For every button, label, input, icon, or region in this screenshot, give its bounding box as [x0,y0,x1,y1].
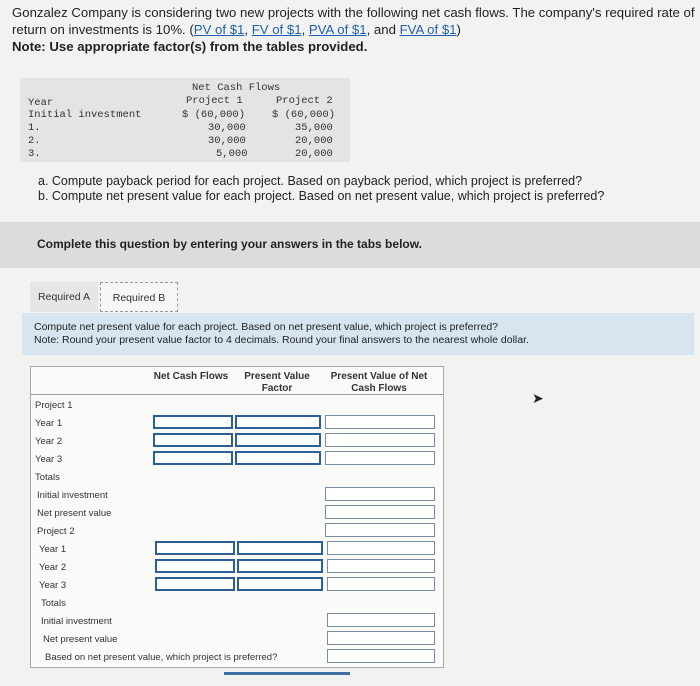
cf-p1-value: 30,000 [208,122,246,134]
instructions-line2: Note: Round your present value factor to 4 decimals. Round your final answers to the nearest whole dollar. [34,334,529,346]
row-label: Net present value [37,508,112,519]
p2-y3-cash-input[interactable] [155,577,235,591]
p2-y1-pv-input[interactable] [327,541,435,555]
p2-y2-cash-input[interactable] [155,559,235,573]
year-header: Year [28,97,54,109]
pva-of-1-link[interactable]: PVA of $1 [308,22,367,37]
p1-y2-factor-input[interactable] [235,433,321,447]
cf-p2-value: 35,000 [295,122,333,134]
mouse-cursor-icon: ➤ [532,390,544,406]
p1-y1-pv-input[interactable] [325,415,435,429]
intro-note: Note: Use appropriate factor(s) from the tables provided. [12,39,368,54]
header-pv-net-cash-flows: Present Value of Net Cash Flows [330,371,428,394]
tab-required-b[interactable]: Required B [100,282,178,312]
p2-y1-cash-input[interactable] [155,541,235,555]
tab-required-a[interactable]: Required A [30,282,98,312]
p2-y3-pv-input[interactable] [327,577,435,591]
preferred-project-select[interactable] [327,649,435,663]
question-a: a. Compute payback period for each project. Based on payback period, which project is preferred? [38,174,583,188]
cf-p1-value: 30,000 [208,135,246,147]
p2-y3-factor-input[interactable] [237,577,323,591]
cf-row-label: 2. [28,135,41,147]
instructions-box [22,313,694,355]
cf-row-label: 1. [28,122,41,134]
cf-row-label: 3. [28,148,41,160]
p1-totals-input[interactable] [325,487,435,501]
cf-p2-value: 20,000 [295,148,333,160]
cf-p1-value: 5,000 [216,148,248,160]
question-list [38,174,604,204]
row-label: Project 1 [35,400,73,411]
scroll-indicator [224,672,350,675]
intro-text: Gonzalez Company is considering two new projects with the following net cash flows. The company's required rate of return on investments is 10%. ( [12,5,695,37]
header-net-cash-flows: Net Cash Flows [153,371,229,382]
p1-y3-cash-input[interactable] [153,451,233,465]
p1-y1-cash-input[interactable] [153,415,233,429]
row-label: Initial investment [37,490,108,501]
row-label: Year 1 [39,544,67,555]
row-label: Totals [41,598,66,609]
cf-p1-value: $ (60,000) [182,109,246,121]
p2-initial-investment-input[interactable] [327,631,435,645]
instructions-line1: Compute net present value for each project. Based on net present value, which project is preferred? [34,321,499,333]
row-label: Totals [35,472,60,483]
row-label: Project 2 [37,526,75,537]
cash-flow-title: Net Cash Flows [192,82,281,94]
p2-y2-pv-input[interactable] [327,559,435,573]
fva-of-1-link[interactable]: FVA of $1 [399,22,457,37]
header-pv-factor: Present Value Factor [244,371,310,394]
divider [31,394,443,395]
row-label: Based on net present value, which project is preferred? [45,652,278,663]
p1-y2-pv-input[interactable] [325,433,435,447]
pv-of-1-link[interactable]: PV of $1 [193,22,245,37]
p2-totals-input[interactable] [327,613,435,627]
cf-row-label: Initial investment [28,109,142,121]
row-label: Initial investment [41,616,112,627]
project1-header: Project 1 [186,95,243,107]
row-label: Net present value [43,634,118,645]
p1-y3-pv-input[interactable] [325,451,435,465]
row-label: Year 2 [39,562,67,573]
question-b: b. Compute net present value for each project. Based on net present value, which project is preferred? [38,189,605,203]
banner-text: Complete this question by entering your answers in the tabs below. [37,237,422,251]
instruction-banner [0,222,700,268]
cf-p2-value: $ (60,000) [272,109,336,121]
p2-y2-factor-input[interactable] [237,559,323,573]
p1-y2-cash-input[interactable] [153,433,233,447]
p1-initial-investment-input[interactable] [325,505,435,519]
cf-p2-value: 20,000 [295,135,333,147]
p1-npv-input[interactable] [325,523,435,537]
row-label: Year 3 [39,580,67,591]
row-label: Year 3 [35,454,63,465]
fv-of-1-link[interactable]: FV of $1 [251,22,302,37]
problem-intro: Gonzalez Company is considering two new projects with the following net cash flows. The company's required rate of return on investments is 10%. (PV of $1, FV of $1, PVA of $1, and FVA of $1) Note: Use appropriate factor(s) from the tables provided. [12,5,695,54]
project2-header: Project 2 [276,95,333,107]
p2-y1-factor-input[interactable] [237,541,323,555]
npv-grid [30,366,444,668]
p1-y3-factor-input[interactable] [235,451,321,465]
p1-y1-factor-input[interactable] [235,415,321,429]
row-label: Year 2 [35,436,63,447]
cash-flow-table [20,78,350,162]
row-label: Year 1 [35,418,63,429]
